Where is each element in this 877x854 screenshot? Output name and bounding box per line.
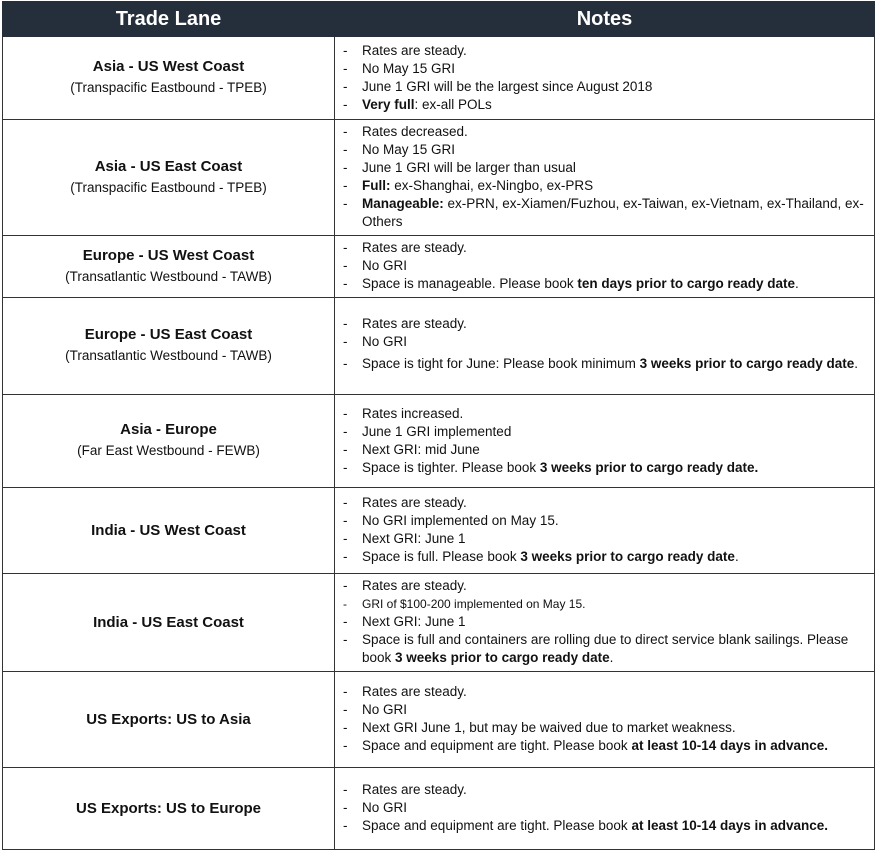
note-text: Rates are steady. — [362, 315, 467, 331]
note-text: Next GRI June 1, but may be waived due to market weakness. — [362, 720, 736, 735]
trade-lane-title: Asia - US East Coast — [94, 157, 243, 175]
note-item — [341, 817, 868, 835]
notes-cell — [335, 120, 875, 236]
table-row — [3, 120, 875, 236]
trade-lane-cell — [3, 37, 335, 120]
note-item — [341, 257, 868, 275]
note-item — [341, 159, 868, 177]
note-text: June 1 GRI will be the largest since August 2018 — [362, 78, 653, 94]
note-item — [341, 548, 868, 566]
trade-lane-title: US Exports: US to Europe — [75, 799, 262, 817]
note-item — [341, 737, 868, 755]
trade-lane-cell — [3, 120, 335, 236]
note-item — [341, 719, 868, 737]
note-text: Rates increased. — [362, 405, 464, 421]
table-row — [3, 37, 875, 120]
note-text: June 1 GRI implemented — [362, 423, 512, 439]
trade-lane-cell — [3, 488, 335, 574]
trade-lane-title: Asia - US West Coast — [92, 58, 245, 75]
notes-cell — [335, 37, 875, 120]
note-text: Space is full. Please book — [362, 549, 521, 564]
note-text: No GRI implemented on May 15. — [362, 513, 559, 528]
note-text: Rates are steady. — [362, 782, 467, 797]
note-item — [341, 683, 868, 701]
note-text: ex-PRN, ex-Xiamen/Fuzhou, ex-Taiwan, ex-Vietnam, ex-Thailand, ex-Others — [362, 196, 864, 229]
table-row — [3, 236, 875, 298]
header-row — [3, 2, 875, 37]
note-text: Next GRI: mid June — [362, 441, 480, 457]
notes-cell — [335, 236, 875, 298]
trade-lane-title: Europe - US West Coast — [82, 246, 255, 264]
note-emphasis: 3 weeks prior to cargo ready date. — [539, 459, 759, 475]
note-emphasis: 3 weeks prior to cargo ready date — [395, 650, 610, 665]
note-emphasis: at least 10-14 days in advance. — [631, 818, 829, 833]
note-text: No GRI — [362, 702, 408, 717]
table-row — [3, 395, 875, 488]
note-text: . — [734, 549, 739, 564]
table-row — [3, 768, 875, 850]
table-row — [3, 488, 875, 574]
table-row — [3, 672, 875, 768]
note-item — [341, 459, 868, 477]
note-text: Rates are steady. — [362, 42, 467, 58]
note-text: . — [609, 650, 614, 665]
note-item — [341, 123, 868, 141]
note-item — [341, 333, 868, 351]
note-emphasis: Full: — [362, 178, 391, 193]
note-text: : ex-all POLs — [414, 96, 492, 112]
note-text: GRI of $100-200 implemented on May 15. — [362, 597, 586, 611]
note-text: Space and equipment are tight. Please book — [362, 818, 632, 833]
note-text: Space is tight for June: Please book minimum — [362, 355, 640, 371]
note-item — [341, 78, 868, 96]
note-emphasis: 3 weeks prior to cargo ready date — [520, 549, 735, 564]
trade-lane-cell — [3, 672, 335, 768]
note-text: Space is manageable. Please book — [362, 276, 578, 291]
trade-lane-subtitle: (Far East Westbound - FEWB) — [77, 443, 260, 458]
trade-lane-subtitle: (Transatlantic Westbound - TAWB) — [65, 268, 272, 284]
note-item — [341, 405, 868, 423]
note-item — [341, 613, 868, 631]
trade-lane-title: US Exports: US to Asia — [86, 710, 251, 728]
note-emphasis: Manageable: — [362, 196, 444, 211]
note-item — [341, 60, 868, 78]
note-text: Rates are steady. — [362, 495, 467, 510]
note-item — [341, 141, 868, 159]
note-emphasis: 3 weeks prior to cargo ready date — [639, 355, 855, 371]
note-emphasis: ten days prior to cargo ready date — [577, 276, 795, 291]
note-text: Space and equipment are tight. Please book — [362, 738, 632, 753]
note-item — [341, 781, 868, 799]
trade-lane-cell — [3, 395, 335, 488]
trade-lane-cell — [3, 298, 335, 395]
trade-lane-table — [2, 1, 875, 850]
note-emphasis: Very full — [362, 96, 415, 112]
header-notes: Notes — [335, 2, 875, 37]
note-text: ex-Shanghai, ex-Ningbo, ex-PRS — [390, 178, 594, 193]
note-item — [341, 275, 868, 293]
note-item — [341, 799, 868, 817]
note-text: Space is tighter. Please book — [362, 459, 540, 475]
trade-lane-title: Europe - US East Coast — [84, 326, 253, 343]
note-text: Rates are steady. — [362, 240, 467, 255]
note-text: Next GRI: June 1 — [362, 614, 466, 629]
header-trade-lane: Trade Lane — [3, 2, 335, 37]
note-text: Space is full and containers are rolling due to direct service blank sailings. Please book — [362, 632, 849, 665]
note-item — [341, 423, 868, 441]
note-text: No May 15 GRI — [362, 60, 456, 76]
note-item — [341, 441, 868, 459]
note-text: June 1 GRI will be larger than usual — [362, 160, 576, 175]
note-text: No May 15 GRI — [362, 142, 456, 157]
note-item — [341, 631, 868, 667]
trade-lane-subtitle: (Transpacific Eastbound - TPEB) — [70, 179, 267, 195]
note-item — [341, 239, 868, 257]
note-text: . — [794, 276, 799, 291]
table-body — [3, 37, 875, 850]
note-item — [341, 494, 868, 512]
trade-lane-title: India - US East Coast — [93, 613, 244, 631]
note-item — [341, 577, 868, 595]
note-text: . — [854, 355, 858, 371]
note-text: Rates are steady. — [362, 684, 467, 699]
trade-lane-title: India - US West Coast — [91, 521, 246, 539]
note-text: Rates decreased. — [362, 124, 468, 139]
notes-cell — [335, 488, 875, 574]
notes-cell — [335, 672, 875, 768]
note-item — [341, 530, 868, 548]
notes-cell — [335, 395, 875, 488]
note-text: No GRI — [362, 258, 408, 273]
note-text: No GRI — [362, 333, 408, 349]
table-row — [3, 298, 875, 395]
note-text: Next GRI: June 1 — [362, 531, 466, 546]
notes-cell — [335, 574, 875, 672]
note-text: No GRI — [362, 800, 408, 815]
notes-cell — [335, 298, 875, 395]
note-item — [341, 595, 868, 613]
trade-lane-subtitle: (Transpacific Eastbound - TPEB) — [70, 80, 267, 95]
note-item — [341, 701, 868, 719]
note-item — [341, 195, 868, 231]
note-item — [341, 177, 868, 195]
table-row — [3, 574, 875, 672]
trade-lane-table-container — [2, 1, 874, 850]
trade-lane-title: Asia - Europe — [120, 421, 217, 438]
trade-lane-cell — [3, 236, 335, 298]
note-item — [341, 512, 868, 530]
trade-lane-cell — [3, 768, 335, 850]
note-item — [341, 351, 868, 377]
note-item — [341, 42, 868, 60]
note-emphasis: at least 10-14 days in advance. — [631, 738, 829, 753]
notes-cell — [335, 768, 875, 850]
note-item — [341, 315, 868, 333]
note-text: Rates are steady. — [362, 578, 467, 593]
trade-lane-subtitle: (Transatlantic Westbound - TAWB) — [65, 348, 272, 363]
note-item — [341, 96, 868, 114]
trade-lane-cell — [3, 574, 335, 672]
